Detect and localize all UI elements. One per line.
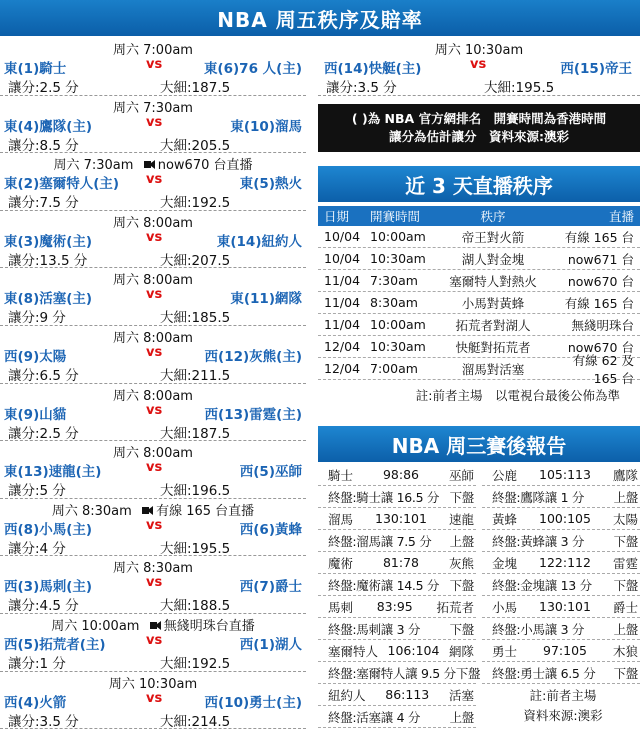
game-time-text: 周六 8:30am	[113, 561, 193, 577]
report-title: NBA 周三賽後報告	[391, 433, 567, 458]
report-cell: 終盤:鷹隊讓 1 分	[492, 489, 585, 505]
game-time-text: 周六 8:00am	[113, 215, 193, 231]
game-time-text: 周六 8:00am	[113, 446, 193, 462]
report-cell: 終盤:小馬讓 3 分	[492, 621, 585, 637]
game-time-text: 周六 8:00am	[113, 273, 193, 289]
game-time-text: 周六 10:30am	[108, 676, 198, 692]
report-cell: 130:101	[539, 599, 591, 614]
game-card	[0, 384, 306, 442]
vs-label: vs	[146, 575, 163, 591]
score-line	[318, 596, 476, 618]
report-cell: 終盤:金塊讓 13 分	[492, 577, 592, 593]
handicap: 讓分:2.5 分	[8, 425, 79, 442]
report-cell: 97:105	[543, 643, 587, 658]
schedule-cell: 小馬對黃蜂	[461, 295, 525, 311]
handicap: 讓分:9 分	[8, 310, 66, 327]
home-team: 東(13)速龍(主)	[4, 464, 102, 481]
schedule-cell: 7:00am	[370, 361, 418, 376]
away-team: 西(6)黃蜂	[239, 521, 302, 538]
report-left-column	[318, 464, 481, 728]
schedule-cell: 8:30am	[370, 295, 418, 310]
handicap: 讓分:2.5 分	[8, 80, 79, 96]
tv-camera-icon	[140, 503, 154, 517]
vs-label: vs	[146, 690, 163, 706]
vs-label: vs	[146, 287, 163, 303]
home-team: 東(4)鷹隊(主)	[4, 118, 93, 135]
score-line	[482, 508, 640, 530]
result-line	[318, 486, 476, 508]
report-cell: 105:113	[539, 467, 591, 482]
col-match: 秩序	[480, 209, 506, 224]
result-line	[318, 574, 476, 596]
report-cell: 終盤:騎士讓 16.5 分	[328, 489, 440, 505]
home-team: 東(2)塞爾特人(主)	[4, 176, 120, 193]
schedule-header	[318, 166, 640, 202]
schedule-row	[318, 314, 640, 336]
game-card	[0, 499, 306, 557]
report-footnote: 註:前者主場	[529, 688, 597, 703]
report-cell: 馬刺	[328, 599, 354, 615]
schedule-cell: 有線 165 台	[564, 229, 634, 245]
report-cell: 塞爾特人	[328, 643, 379, 659]
handicap: 讓分:13.5 分	[8, 252, 88, 269]
home-team: 西(5)拓荒者(主)	[4, 636, 106, 653]
report-cell: 魔術	[328, 555, 354, 571]
game-time	[0, 500, 306, 519]
report-cell: 爵士	[612, 599, 638, 615]
games-list	[0, 38, 306, 729]
home-team: 東(9)山貓	[4, 406, 67, 423]
report-cell: 拓荒者	[436, 599, 474, 615]
schedule-cell: 無綫明珠台	[571, 317, 634, 333]
schedule-header-row	[318, 206, 640, 226]
total-line: 大細:192.5	[160, 655, 231, 672]
home-team: 西(14)快艇(主)	[324, 61, 422, 77]
schedule-cell: now670 台	[567, 339, 634, 355]
game-card	[0, 268, 306, 326]
report-cell: 上盤	[613, 621, 638, 637]
schedule-cell: 10/04	[324, 229, 361, 244]
total-line: 大細:196.5	[160, 483, 231, 500]
vs-label: vs	[146, 229, 163, 245]
schedule-row	[318, 248, 640, 270]
page-title: NBA 周五秩序及賠率	[217, 7, 423, 32]
handicap: 讓分:1 分	[8, 655, 66, 672]
game-time	[0, 385, 306, 404]
vs-label: vs	[146, 632, 163, 648]
note-line: ( )為 NBA 官方網排名 開賽時間為香港時間	[351, 111, 607, 126]
result-line	[318, 618, 476, 640]
report-cell: 下盤	[449, 621, 474, 637]
schedule-cell: 10:00am	[370, 317, 426, 332]
schedule-row	[318, 292, 640, 314]
total-line: 大細:187.5	[160, 425, 231, 442]
away-team: 西(13)雷霆(主)	[204, 406, 302, 423]
report-cell: 騎士	[328, 467, 354, 483]
col-time: 開賽時間	[370, 209, 421, 224]
report-cell: 83:95	[376, 599, 413, 614]
score-line	[318, 552, 476, 574]
report-right-column	[482, 464, 640, 684]
result-line	[318, 530, 476, 552]
schedule-cell: 快艇對拓荒者	[455, 339, 531, 355]
schedule-cell: 有線 62 及 165 台	[572, 352, 634, 386]
report-cell: 金塊	[492, 555, 518, 571]
right-column	[318, 38, 640, 96]
schedule-cell: 有線 165 台	[564, 295, 634, 311]
notes-box	[318, 104, 640, 152]
home-team: 西(9)太陽	[4, 348, 67, 365]
game-time-text: 周六 8:00am	[113, 330, 193, 346]
report-cell: 終盤:溜馬讓 7.5 分	[328, 533, 432, 549]
report-cell: 122:112	[539, 555, 591, 570]
game-time	[0, 39, 306, 58]
game-time-text: 周六 10:00am	[51, 618, 140, 634]
schedule-cell: now670 台	[567, 273, 634, 289]
away-team: 西(5)巫師	[239, 464, 302, 481]
result-line	[482, 662, 640, 684]
game-time	[0, 212, 306, 231]
total-line: 大細:205.5	[160, 137, 231, 154]
score-line	[318, 640, 476, 662]
report-cell: 終盤:馬刺讓 3 分	[328, 621, 421, 637]
vs-label: vs	[146, 460, 163, 476]
away-team: 西(7)爵士	[239, 579, 302, 596]
handicap: 讓分:3.5 分	[326, 80, 397, 96]
away-team: 東(6)76 人(主)	[203, 61, 302, 77]
score-line	[482, 596, 640, 618]
schedule-cell: 11/04	[324, 273, 361, 288]
schedule-cell: 湖人對金塊	[461, 251, 525, 267]
total-line: 大細:185.5	[160, 310, 231, 327]
report-cell: 下盤	[613, 577, 638, 593]
game-card	[0, 153, 306, 211]
game-time	[0, 154, 306, 173]
schedule-cell: 12/04	[324, 339, 361, 354]
report-header	[318, 426, 640, 462]
schedule-title: 近 3 天直播秩序	[405, 173, 553, 198]
game-card	[0, 441, 306, 499]
game-card	[0, 38, 306, 96]
report-cell: 下盤	[613, 665, 638, 681]
schedule-cell: 12/04	[324, 361, 361, 376]
report-cell: 灰熊	[448, 555, 474, 571]
total-line: 大細:192.5	[160, 195, 231, 212]
schedule-cell: 11/04	[324, 317, 361, 332]
report-cell: 活塞	[448, 687, 474, 703]
handicap: 讓分:5 分	[8, 483, 66, 500]
report-cell: 上盤	[449, 533, 474, 549]
result-line	[482, 486, 640, 508]
result-line	[482, 618, 640, 640]
away-team: 西(1)湖人	[239, 636, 302, 653]
report-cell: 網隊	[448, 643, 474, 659]
schedule-table	[318, 206, 640, 404]
report-cell: 86:113	[385, 687, 430, 702]
total-line: 大細:211.5	[160, 367, 231, 384]
game-time	[0, 557, 306, 576]
vs-label: vs	[146, 517, 163, 533]
schedule-row	[318, 226, 640, 248]
vs-label: vs	[146, 402, 163, 418]
game-card	[0, 211, 306, 269]
schedule-cell: 10:00am	[370, 229, 426, 244]
note-line: 讓分為估計讓分 資料來源:澳彩	[389, 129, 569, 144]
handicap: 讓分:6.5 分	[8, 367, 79, 384]
report-cell: 100:105	[539, 511, 591, 526]
home-team: 東(3)魔術(主)	[4, 233, 93, 250]
result-line	[318, 662, 481, 684]
result-line	[482, 574, 640, 596]
handicap: 讓分:3.5 分	[8, 713, 79, 730]
report-cell: 終盤:魔術讓 14.5 分	[328, 577, 440, 593]
report-cell: 下盤	[449, 577, 474, 593]
report-cell: 終盤:黃蜂讓 3 分	[492, 533, 585, 549]
game-card	[318, 38, 640, 96]
total-line: 大細:207.5	[160, 252, 231, 269]
total-line: 大細:187.5	[160, 80, 231, 96]
report-cell: 下盤	[449, 489, 474, 505]
report-cell: 106:104	[387, 643, 440, 658]
result-line	[482, 530, 640, 552]
report-cell: 98:86	[382, 467, 420, 482]
vs-label: vs	[146, 57, 163, 72]
game-card	[0, 556, 306, 614]
game-time-text: 周六 8:30am	[51, 503, 132, 519]
game-card	[0, 614, 306, 672]
schedule-row	[318, 352, 640, 386]
home-team: 東(8)活塞(主)	[4, 291, 93, 308]
game-card	[0, 96, 306, 154]
away-team: 西(10)勇士(主)	[204, 694, 302, 711]
schedule-cell: 7:30am	[370, 273, 418, 288]
report-cell: 130:101	[375, 511, 427, 526]
report-cell: 雷霆	[612, 555, 638, 571]
game-card	[0, 672, 306, 730]
game-time	[0, 327, 306, 346]
report-cell: 公鹿	[492, 467, 518, 483]
report-cell: 81:78	[382, 555, 420, 570]
game-card	[0, 326, 306, 384]
score-line	[482, 640, 640, 662]
total-line: 大細:195.5	[484, 80, 555, 96]
home-team: 東(1)騎士	[4, 61, 67, 77]
report-cell: 終盤:塞爾特人讓 9.5 分	[328, 665, 456, 681]
home-team: 西(3)馬刺(主)	[4, 579, 93, 596]
handicap: 讓分:4 分	[8, 540, 66, 557]
schedule-footnote: 註:前者主場 以電視台最後公佈為準	[415, 388, 620, 403]
tv-channel: now670 台直播	[157, 158, 253, 174]
report-cell: 鷹隊	[612, 467, 638, 483]
game-time	[0, 615, 306, 634]
report-cell: 勇士	[492, 643, 518, 659]
score-line	[482, 552, 640, 574]
page-banner	[0, 0, 640, 36]
game-time	[0, 442, 306, 461]
vs-label: vs	[470, 57, 487, 72]
home-team: 西(8)小馬(主)	[4, 521, 93, 538]
game-time	[0, 673, 306, 692]
schedule-cell: 溜馬對活塞	[461, 361, 525, 377]
handicap: 讓分:7.5 分	[8, 195, 79, 212]
tv-channel: 無綫明珠台直播	[163, 618, 255, 634]
away-team: 東(11)網隊	[230, 291, 302, 308]
schedule-row	[318, 270, 640, 292]
away-team: 東(10)溜馬	[230, 118, 302, 135]
game-time-text: 周六 7:00am	[113, 43, 193, 58]
tv-camera-icon	[148, 618, 162, 632]
result-line	[318, 706, 476, 728]
report-cell: 下盤	[455, 665, 481, 681]
game-time-text: 周六 8:00am	[113, 388, 193, 404]
report-cell: 終盤:勇士讓 6.5 分	[492, 665, 596, 681]
away-team: 西(12)灰熊(主)	[204, 348, 302, 365]
vs-label: vs	[146, 344, 163, 360]
schedule-cell: 拓荒者對湖人	[455, 317, 531, 333]
handicap: 讓分:4.5 分	[8, 598, 79, 615]
game-time	[0, 269, 306, 288]
total-line: 大細:195.5	[160, 540, 231, 557]
report-cell: 木狼	[612, 643, 638, 659]
schedule-cell: 帝王對火箭	[461, 229, 525, 245]
schedule-cell: 10:30am	[370, 339, 426, 354]
col-date: 日期	[324, 209, 350, 224]
report-cell: 終盤:活塞讓 4 分	[328, 709, 421, 725]
game-time	[0, 97, 306, 116]
game-time-text: 周六 7:30am	[113, 100, 193, 116]
schedule-cell: now671 台	[567, 251, 634, 267]
col-tv: 直播	[608, 209, 634, 224]
total-line: 大細:188.5	[160, 598, 231, 615]
game-time: 周六 10:30am	[434, 43, 524, 58]
vs-label: vs	[146, 114, 163, 130]
away-team: 西(15)帝王	[560, 61, 632, 77]
report-cell: 太陽	[612, 511, 638, 527]
home-team: 西(4)火箭	[4, 694, 67, 711]
report-cell: 上盤	[449, 709, 474, 725]
report-cell: 紐約人	[328, 687, 366, 703]
handicap: 讓分:8.5 分	[8, 137, 79, 154]
away-team: 東(14)紐約人	[216, 233, 302, 250]
report-cell: 上盤	[613, 489, 638, 505]
schedule-cell: 10/04	[324, 251, 361, 266]
report-source: 資料來源:澳彩	[523, 708, 603, 723]
tv-camera-icon	[142, 157, 156, 171]
report-cell: 溜馬	[328, 511, 354, 527]
vs-label: vs	[146, 172, 163, 188]
schedule-cell: 10:30am	[370, 251, 426, 266]
schedule-cell: 塞爾特人對熱火	[449, 273, 537, 289]
report-cell: 黃蜂	[492, 511, 518, 527]
schedule-cell: 11/04	[324, 295, 361, 310]
away-team: 東(5)熱火	[239, 176, 302, 193]
report-cell: 下盤	[613, 533, 638, 549]
report-cell: 巫師	[448, 467, 474, 483]
score-line	[318, 684, 476, 706]
tv-channel: 有線 165 台直播	[156, 503, 255, 519]
score-line	[482, 464, 640, 486]
report-cell: 速龍	[448, 511, 474, 527]
total-line: 大細:214.5	[160, 713, 231, 730]
game-time-text: 周六 7:30am	[53, 158, 134, 174]
report-cell: 小馬	[492, 599, 518, 615]
score-line	[318, 464, 476, 486]
score-line	[318, 508, 476, 530]
